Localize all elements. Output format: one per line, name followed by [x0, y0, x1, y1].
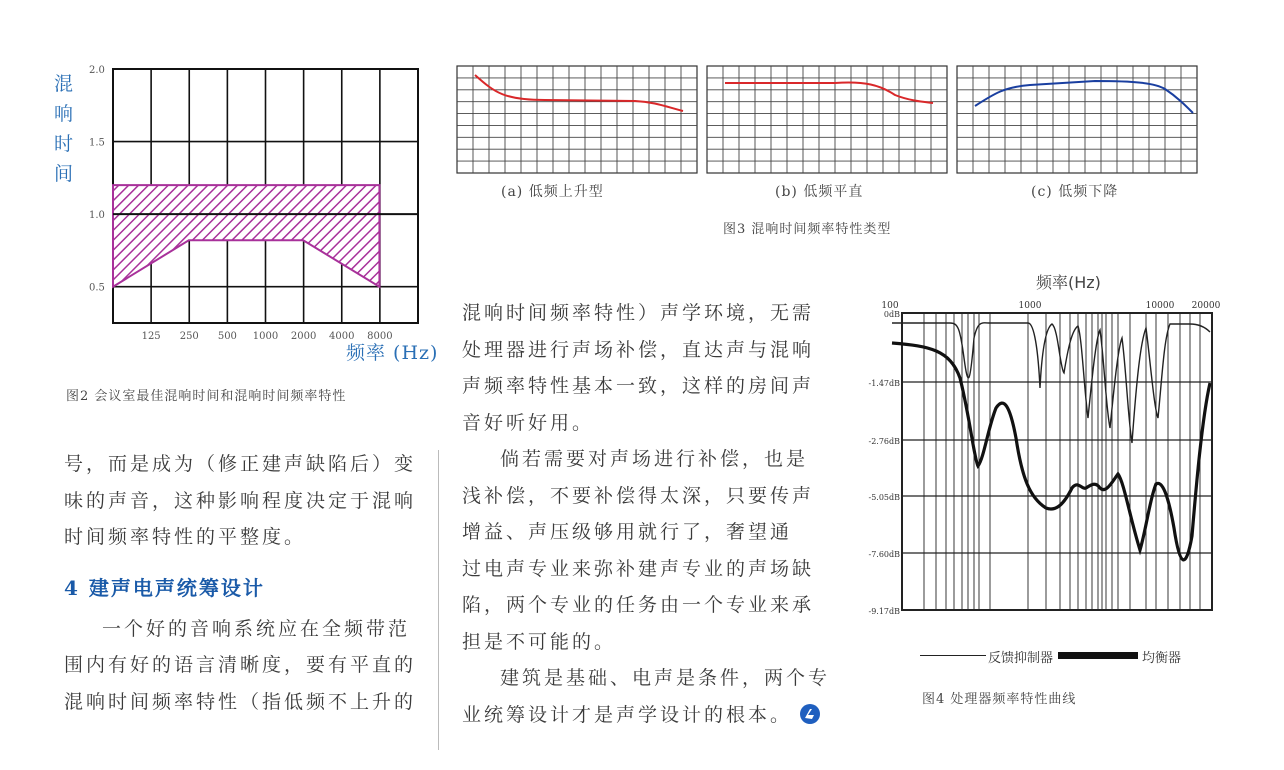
text-line: 号，而是成为（修正建声缺陷后）变	[64, 453, 417, 475]
fig3-panel-frame	[457, 66, 697, 173]
left-column-text	[64, 446, 434, 720]
text-line: 声频率特性基本一致，这样的房间声	[462, 375, 815, 397]
fig2-ytick-label: 0.5	[89, 282, 105, 294]
text-line: 混响时间频率特性）声学环境，无需	[462, 302, 815, 324]
text-line: 时间频率特性的平整度。	[64, 526, 307, 548]
legend-thin-line	[920, 655, 986, 656]
fig2-xtick-label: 1000	[252, 331, 279, 342]
fig4-xtick-label: 1000	[1018, 301, 1042, 311]
fig3-label-b: (b) 低频平直	[775, 184, 864, 200]
fig2-ylabel-char: 混	[54, 73, 74, 95]
legend-eq-label: 均衡器	[1142, 651, 1182, 666]
text-line: 一个好的音响系统应在全频带范	[102, 617, 411, 640]
text-line: 过电声专业来弥补建声专业的声场缺	[462, 557, 815, 580]
fig2-ytick-label: 1.0	[89, 210, 105, 222]
fig4-title: 频率(Hz)	[1036, 273, 1101, 292]
fig3-label-a: (a) 低频上升型	[501, 184, 604, 200]
fig3-label-c: (c) 低频下降	[1031, 184, 1119, 200]
fig2-xtick-label: 8000	[367, 331, 393, 342]
fig4-ytick-label: 0dB	[883, 310, 900, 319]
fig4-xtick-label: 10000	[1145, 301, 1175, 311]
fig4-ytick-label: -5.05dB	[868, 493, 900, 502]
middle-column-text	[462, 295, 832, 733]
fig2-ylabel-char: 时	[54, 133, 74, 155]
fig3-panels	[455, 63, 1215, 178]
fig4-ytick-label: -1.47dB	[868, 379, 900, 388]
text-line: 围内有好的语言清晰度，要有平直的	[64, 654, 417, 676]
fig4-caption: 图4 处理器频率特性曲线	[922, 692, 1077, 707]
fig2-ylabel-char: 间	[54, 163, 74, 185]
fig4-legend	[920, 646, 1220, 666]
fig2-chart	[40, 55, 440, 375]
fig4-feedback-curve	[892, 323, 1210, 443]
fig2-xtick-label: 500	[217, 331, 237, 342]
text-line: 建筑是基础、电声是条件，两个专	[500, 667, 831, 689]
text-line: 陷，两个专业的任务由一个专业来承	[462, 594, 815, 616]
fig3-caption: 图3 混响时间频率特性类型	[723, 222, 892, 237]
fig2-band	[113, 185, 379, 287]
fig4-ytick-label: -7.60dB	[868, 550, 900, 559]
figure-3	[455, 63, 1215, 243]
fig4-chart	[850, 268, 1230, 628]
column-divider	[438, 450, 439, 750]
text-line: 增益、声压级够用就行了，奢望通	[462, 521, 793, 543]
text-line: 音好听好用。	[462, 411, 595, 434]
fig2-xtick-label: 4000	[329, 331, 355, 342]
text-line-content: 业统筹设计才是声学设计的根本。	[462, 703, 793, 726]
fig2-xtick-label: 125	[141, 331, 161, 342]
end-mark-icon	[799, 703, 821, 725]
figure-4	[850, 268, 1230, 713]
legend-feedback-label: 反馈抑制器	[988, 651, 1054, 666]
text-line: 味的声音，这种影响程度决定于混响	[64, 489, 417, 512]
fig2-ylabel-char: 响	[54, 103, 74, 125]
fig2-xtick-label: 2000	[290, 331, 317, 342]
text-line: 浅补偿，不要补偿得太深，只要传声	[462, 484, 815, 507]
figure-2	[40, 55, 440, 410]
text-line: 混响时间频率特性（指低频不上升的	[64, 690, 417, 713]
text-line	[462, 697, 832, 734]
fig4-xtick-label: 100	[881, 301, 899, 311]
text-line: 担是不可能的。	[462, 630, 617, 653]
legend-thick-line	[1058, 652, 1138, 659]
fig4-xtick-label: 20000	[1191, 301, 1221, 311]
fig2-caption: 图2 会议室最佳混响时间和混响时间频率特性	[66, 389, 347, 404]
section-heading: 4 建声电声统筹设计	[64, 575, 265, 600]
text-line: 处理器进行声场补偿，直达声与混响	[462, 338, 815, 361]
fig2-ytick-label: 2.0	[89, 65, 105, 76]
fig2-xlabel: 频率 (Hz)	[346, 342, 439, 364]
fig2-xtick-label: 250	[179, 331, 199, 342]
fig2-ytick-label: 1.5	[89, 137, 105, 149]
fig4-ytick-label: -9.17dB	[868, 607, 900, 616]
text-line: 倘若需要对声场进行补偿，也是	[500, 448, 809, 470]
fig4-ytick-label: -2.76dB	[868, 437, 900, 446]
